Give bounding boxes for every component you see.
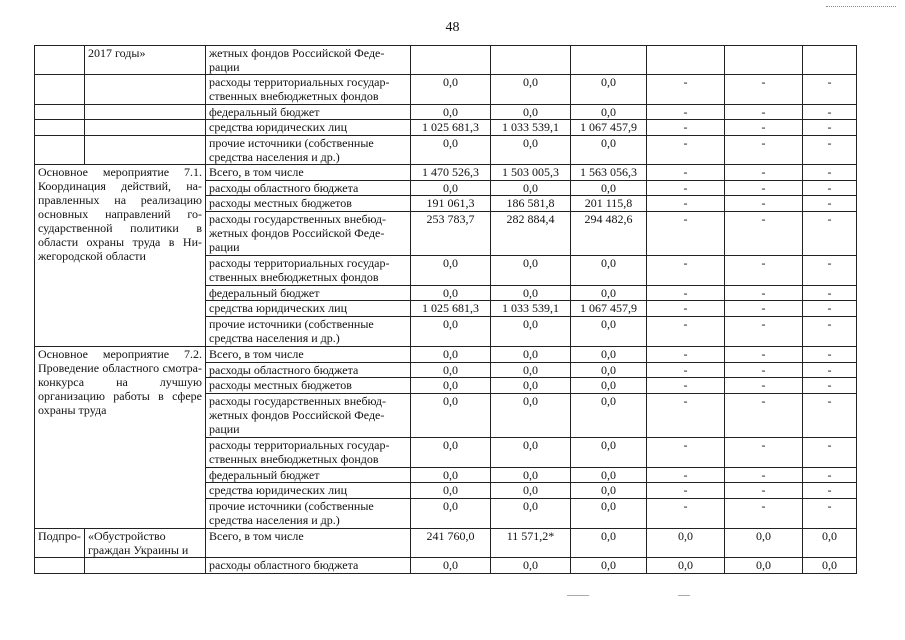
- value-cell: 0,0: [491, 75, 571, 105]
- value-cell: 0,0: [491, 483, 571, 499]
- funding-source-cell: федеральный бюджет: [206, 286, 411, 301]
- value-cell: 0,0: [411, 378, 491, 394]
- value-cell: -: [725, 120, 803, 136]
- value-cell: 0,0: [803, 558, 857, 574]
- program-label-cell: [35, 46, 85, 75]
- bottom-mark-right: [678, 595, 690, 596]
- value-cell: 0,0: [571, 468, 647, 483]
- value-cell: 186 581,8: [491, 196, 571, 212]
- funding-source-cell: расходы областного бюджета: [206, 181, 411, 196]
- value-cell: -: [725, 483, 803, 499]
- page-number: 48: [445, 20, 460, 35]
- event-description-cell: Основное мероприятие 7.1. Координация действий, направленных на реализацию основных направлений государственной политики в области охраны труда в Нижегородской области: [35, 165, 206, 347]
- value-cell: 0,0: [803, 529, 857, 558]
- value-cell: 11 571,2*: [491, 529, 571, 558]
- program-name-cell: [85, 105, 206, 120]
- value-cell: -: [647, 196, 725, 212]
- program-name-cell: [85, 558, 206, 574]
- value-cell: 0,0: [411, 499, 491, 529]
- value-cell: -: [647, 120, 725, 136]
- value-cell: -: [725, 212, 803, 256]
- value-cell: -: [803, 165, 857, 181]
- value-cell: -: [647, 317, 725, 347]
- value-cell: -: [803, 75, 857, 105]
- value-cell: -: [725, 136, 803, 165]
- funding-source-cell: расходы государственных внебюджетных фондов Российской Федерации: [206, 212, 411, 256]
- value-cell: 0,0: [491, 363, 571, 378]
- value-cell: 282 884,4: [491, 212, 571, 256]
- value-cell: 0,0: [491, 181, 571, 196]
- value-cell: [491, 46, 571, 75]
- value-cell: -: [725, 301, 803, 317]
- funding-source-cell: Всего, в том числе: [206, 165, 411, 181]
- value-cell: 294 482,6: [571, 212, 647, 256]
- funding-source-cell: средства юридических лиц: [206, 483, 411, 499]
- value-cell: 0,0: [411, 181, 491, 196]
- value-cell: 0,0: [571, 363, 647, 378]
- value-cell: -: [803, 317, 857, 347]
- table-row: [35, 105, 857, 120]
- value-cell: 1 067 457,9: [571, 301, 647, 317]
- value-cell: 0,0: [491, 438, 571, 468]
- funding-source-cell: прочие источники (собственные средства населения и др.): [206, 499, 411, 529]
- program-label-cell: [35, 75, 85, 105]
- funding-source-cell: расходы областного бюджета: [206, 363, 411, 378]
- funding-source-cell: расходы государственных внебюджетных фондов Российской Федерации: [206, 394, 411, 438]
- budget-table-body: [35, 46, 857, 574]
- event-description-cell: Основное мероприятие 7.2. Проведение областного смотра-конкурса на лучшую организацию работы в сфере охраны труда: [35, 347, 206, 529]
- value-cell: -: [725, 105, 803, 120]
- table-row: [35, 558, 857, 574]
- value-cell: 0,0: [411, 105, 491, 120]
- value-cell: 0,0: [491, 394, 571, 438]
- value-cell: -: [803, 136, 857, 165]
- program-name-cell: [85, 75, 206, 105]
- value-cell: -: [803, 468, 857, 483]
- value-cell: 0,0: [647, 558, 725, 574]
- value-cell: 0,0: [491, 105, 571, 120]
- program-name-cell: 2017 годы»: [85, 46, 206, 75]
- program-label-cell: [35, 136, 85, 165]
- funding-source-cell: средства юридических лиц: [206, 120, 411, 136]
- value-cell: 1 067 457,9: [571, 120, 647, 136]
- value-cell: 1 033 539,1: [491, 301, 571, 317]
- program-name-cell: «Обустройство граждан Украины и: [85, 529, 206, 558]
- value-cell: -: [803, 378, 857, 394]
- value-cell: 0,0: [491, 558, 571, 574]
- value-cell: -: [647, 301, 725, 317]
- value-cell: 0,0: [571, 347, 647, 363]
- value-cell: 1 025 681,3: [411, 301, 491, 317]
- value-cell: -: [725, 196, 803, 212]
- value-cell: 0,0: [571, 529, 647, 558]
- value-cell: 0,0: [411, 256, 491, 286]
- value-cell: 191 061,3: [411, 196, 491, 212]
- value-cell: 1 033 539,1: [491, 120, 571, 136]
- value-cell: 0,0: [725, 558, 803, 574]
- value-cell: 0,0: [571, 181, 647, 196]
- value-cell: -: [647, 438, 725, 468]
- value-cell: -: [725, 256, 803, 286]
- value-cell: -: [647, 347, 725, 363]
- value-cell: -: [647, 363, 725, 378]
- funding-source-cell: прочие источники (собственные средства населения и др.): [206, 136, 411, 165]
- value-cell: 0,0: [491, 499, 571, 529]
- table-row: [35, 75, 857, 105]
- value-cell: -: [647, 212, 725, 256]
- value-cell: 0,0: [571, 438, 647, 468]
- value-cell: -: [725, 181, 803, 196]
- value-cell: -: [725, 317, 803, 347]
- value-cell: 0,0: [411, 317, 491, 347]
- funding-source-cell: расходы областного бюджета: [206, 558, 411, 574]
- value-cell: 253 783,7: [411, 212, 491, 256]
- value-cell: 0,0: [411, 558, 491, 574]
- value-cell: 241 760,0: [411, 529, 491, 558]
- program-label-cell: [35, 105, 85, 120]
- value-cell: 0,0: [411, 468, 491, 483]
- value-cell: -: [725, 378, 803, 394]
- table-row: [35, 529, 857, 558]
- value-cell: [647, 46, 725, 75]
- value-cell: -: [647, 499, 725, 529]
- value-cell: -: [647, 165, 725, 181]
- value-cell: -: [803, 499, 857, 529]
- funding-source-cell: расходы местных бюджетов: [206, 196, 411, 212]
- value-cell: 0,0: [571, 483, 647, 499]
- table-row: [35, 136, 857, 165]
- value-cell: -: [803, 438, 857, 468]
- budget-table: [34, 45, 857, 574]
- value-cell: -: [647, 483, 725, 499]
- bottom-mark-left: [567, 595, 589, 596]
- value-cell: 0,0: [571, 394, 647, 438]
- value-cell: 0,0: [491, 136, 571, 165]
- top-edge-mark: [826, 6, 896, 7]
- value-cell: -: [803, 363, 857, 378]
- value-cell: 0,0: [411, 75, 491, 105]
- value-cell: 0,0: [491, 468, 571, 483]
- value-cell: -: [803, 256, 857, 286]
- funding-source-cell: расходы местных бюджетов: [206, 378, 411, 394]
- value-cell: -: [647, 105, 725, 120]
- value-cell: -: [803, 347, 857, 363]
- value-cell: [571, 46, 647, 75]
- value-cell: [411, 46, 491, 75]
- funding-source-cell: федеральный бюджет: [206, 468, 411, 483]
- program-label-cell: [35, 120, 85, 136]
- funding-source-cell: средства юридических лиц: [206, 301, 411, 317]
- funding-source-cell: федеральный бюджет: [206, 105, 411, 120]
- value-cell: 0,0: [411, 438, 491, 468]
- value-cell: -: [803, 286, 857, 301]
- value-cell: -: [803, 212, 857, 256]
- value-cell: -: [725, 499, 803, 529]
- program-label-cell: [35, 558, 85, 574]
- value-cell: -: [803, 120, 857, 136]
- value-cell: 0,0: [491, 256, 571, 286]
- value-cell: 0,0: [725, 529, 803, 558]
- value-cell: -: [803, 105, 857, 120]
- value-cell: 1 503 005,3: [491, 165, 571, 181]
- value-cell: 0,0: [411, 286, 491, 301]
- funding-source-cell: расходы территориальных государственных внебюджетных фондов: [206, 256, 411, 286]
- value-cell: -: [725, 75, 803, 105]
- value-cell: -: [803, 394, 857, 438]
- funding-source-cell: жетных фондов Российской Федерации: [206, 46, 411, 75]
- value-cell: -: [725, 438, 803, 468]
- value-cell: -: [647, 468, 725, 483]
- value-cell: -: [725, 363, 803, 378]
- program-name-cell: [85, 120, 206, 136]
- value-cell: -: [725, 468, 803, 483]
- value-cell: 0,0: [411, 363, 491, 378]
- value-cell: -: [803, 301, 857, 317]
- value-cell: 0,0: [571, 256, 647, 286]
- value-cell: [725, 46, 803, 75]
- funding-source-cell: Всего, в том числе: [206, 347, 411, 363]
- program-label-cell: Подпро-: [35, 529, 85, 558]
- value-cell: 201 115,8: [571, 196, 647, 212]
- value-cell: -: [647, 394, 725, 438]
- value-cell: 1 025 681,3: [411, 120, 491, 136]
- value-cell: -: [725, 394, 803, 438]
- value-cell: 0,0: [571, 378, 647, 394]
- value-cell: -: [647, 136, 725, 165]
- value-cell: -: [725, 347, 803, 363]
- value-cell: 0,0: [491, 286, 571, 301]
- value-cell: -: [647, 181, 725, 196]
- value-cell: -: [647, 286, 725, 301]
- funding-source-cell: расходы территориальных государственных внебюджетных фондов: [206, 438, 411, 468]
- value-cell: -: [647, 75, 725, 105]
- value-cell: -: [647, 378, 725, 394]
- value-cell: 0,0: [647, 529, 725, 558]
- value-cell: [803, 46, 857, 75]
- funding-source-cell: Всего, в том числе: [206, 529, 411, 558]
- value-cell: 0,0: [491, 378, 571, 394]
- value-cell: 0,0: [571, 558, 647, 574]
- value-cell: 0,0: [411, 483, 491, 499]
- value-cell: -: [647, 256, 725, 286]
- table-row: [35, 120, 857, 136]
- table-row: [35, 165, 857, 181]
- value-cell: 0,0: [571, 286, 647, 301]
- table-row: [35, 347, 857, 363]
- funding-source-cell: расходы территориальных государственных внебюджетных фондов: [206, 75, 411, 105]
- program-name-cell: [85, 136, 206, 165]
- value-cell: -: [803, 483, 857, 499]
- funding-source-cell: прочие источники (собственные средства населения и др.): [206, 317, 411, 347]
- value-cell: -: [725, 286, 803, 301]
- value-cell: 0,0: [491, 317, 571, 347]
- table-row: [35, 46, 857, 75]
- value-cell: 0,0: [411, 347, 491, 363]
- value-cell: 1 563 056,3: [571, 165, 647, 181]
- value-cell: 0,0: [411, 136, 491, 165]
- value-cell: 0,0: [411, 394, 491, 438]
- value-cell: 1 470 526,3: [411, 165, 491, 181]
- value-cell: 0,0: [571, 105, 647, 120]
- value-cell: 0,0: [571, 136, 647, 165]
- value-cell: -: [803, 196, 857, 212]
- value-cell: -: [803, 181, 857, 196]
- value-cell: 0,0: [491, 347, 571, 363]
- value-cell: -: [725, 165, 803, 181]
- value-cell: 0,0: [571, 317, 647, 347]
- value-cell: 0,0: [571, 499, 647, 529]
- value-cell: 0,0: [571, 75, 647, 105]
